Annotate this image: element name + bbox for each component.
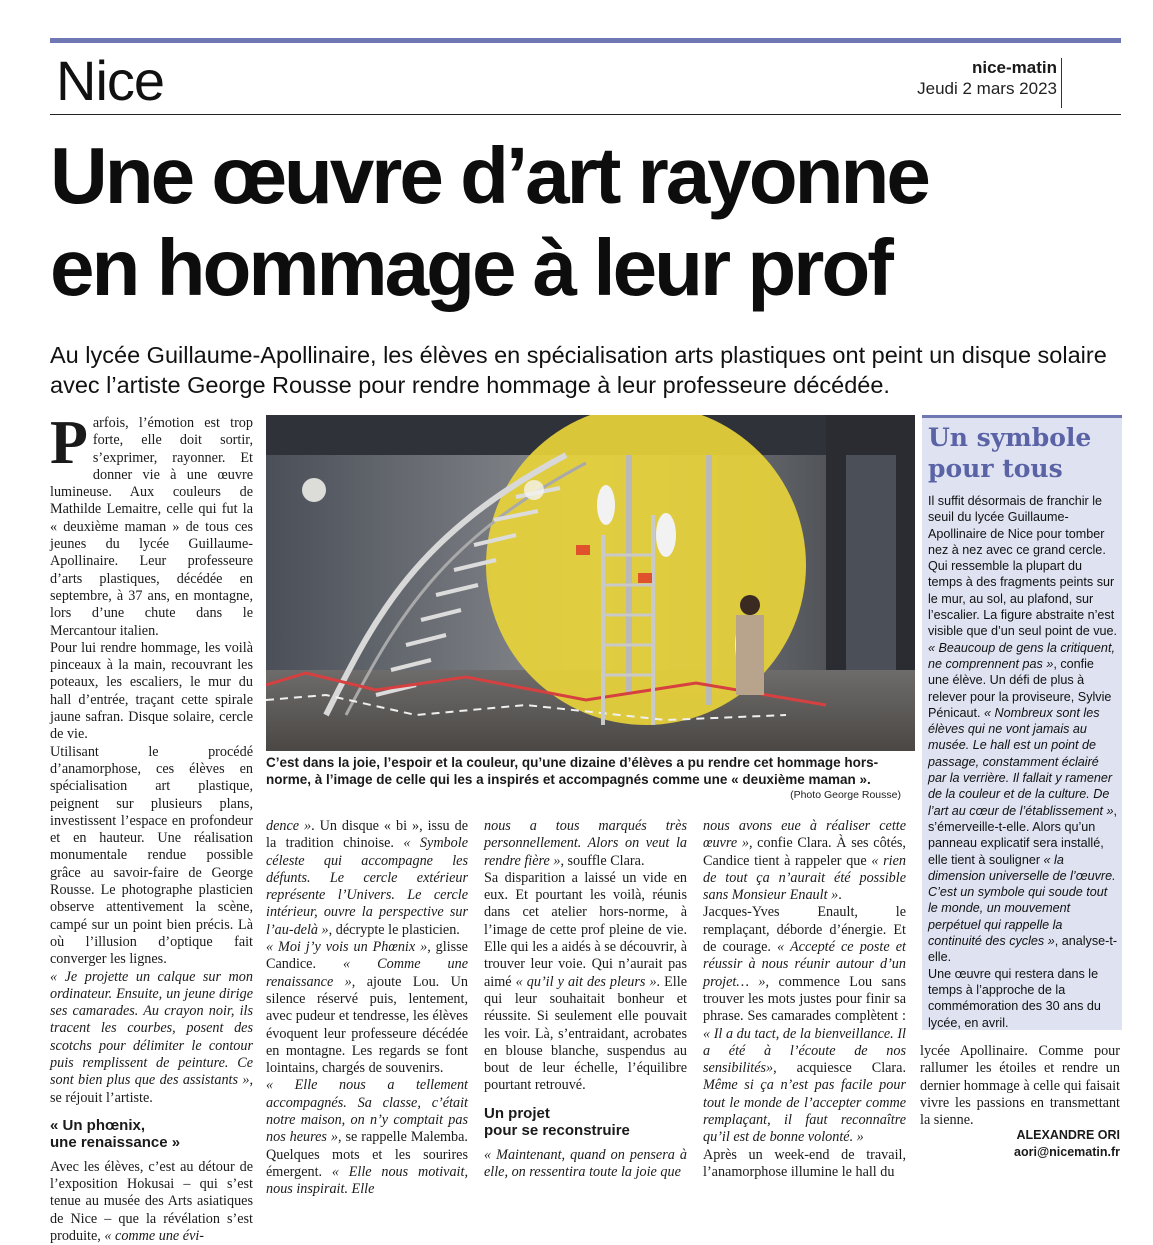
byline (918, 1127, 1120, 1161)
dropcap: P (50, 409, 88, 477)
top-rule (50, 38, 1121, 43)
paragraph: nous a tous marqués très personnellement. Alors on veut la rendre fière », souffle Clara. (484, 818, 687, 869)
headline-line-2: en hommage à leur prof (50, 223, 891, 312)
article-column-5 (920, 1043, 1120, 1129)
publication-date: Jeudi 2 mars 2023 (917, 79, 1057, 98)
subhead: Un projet pour se reconstruire (484, 1104, 630, 1139)
paragraph: Jacques-Yves Enault, le remplaçant, déborde d’énergie. Et de courage. « Accepté ce poste et réussir à nous réunir autour d’un projet… », commence Lou sans trouver les mots justes pour finir sa phrase. Ses camarades complètent : « Il a du tact, de la bienveillance. Il a été à l’écoute de nos sensibilités», acquiesce Clara. Même si ça n’est pas facile pour tout le monde de l’accepter comme remplaçant, il faut reconnaître qu’il est de bonne volonté. » (703, 904, 906, 1146)
paragraph: Avec les élèves, c’est au détour de l’exposition Hokusai – qui s’est tenue au musée des Arts asiatiques de Nice – que la révélation s’est produite, « comme une évi- (50, 1158, 253, 1245)
paragraph: Après un week-end de travail, l’anamorphose illumine le hall du (703, 1146, 906, 1180)
author-email: aori@nicematin.fr (1014, 1145, 1120, 1159)
paragraph: « Elle nous a tellement accompagnés. Sa classe, c’était notre maison, on n’y comptait pas nos heures », se rappelle Malemba. Quelques mots et les sourires émergent. « Elle nous motivait, nous inspirait. Elle (266, 1077, 468, 1198)
paragraph: Parfois, l’émotion est trop forte, elle doit sortir, s’exprimer, rayonner. Et donner vie à une œuvre lumineuse. Aux couleurs de Mathilde Lemaitre, celle qui fut la « deuxième maman » de tous ces jeunes du lycée Guillaume-Apollinaire. Leur professeure d’arts plastiques, décédée en septembre, à 37 ans, en montagne, lors d’une chute dans le Mercantour italien. (50, 409, 253, 639)
paragraph: dence ». Un disque « bi », issu de la tradition chinoise. « Symbole céleste qui accompagne les défunts. Le cercle extérieur représente l’Univers. Le cercle intérieur, ouvre la perspective sur l’au-delà », décrypte le plasticien. (266, 818, 468, 938)
section-title: Nice (56, 49, 165, 112)
paragraph: « Moi j’y vois un Phœnix », glisse Candice. « Comme une renaissance », ajoute Lou. Un silence réservé puis, lentement, avec pudeur et tendresse, les élèves évoquent leur professeure décédée en montagne. Les regards se font lointains, chargés de souvenirs. (266, 939, 468, 1077)
paragraph: nous avons eue à réaliser cette œuvre », confie Clara. À ses côtés, Candice tient à rappeler que « rien de tout ça n’aurait été possible sans Monsieur Enault ». (703, 818, 907, 904)
subhead: « Un phœnix, une renaissance » (50, 1116, 181, 1151)
paragraph: Une œuvre qui restera dans le temps à l’approche de la commémoration des 30 ans du lycée, en avril. (928, 966, 1101, 1030)
article-column-1 (50, 409, 253, 1245)
article-photo (266, 415, 915, 751)
paragraph: Sa disparition a laissé un vide en eux. Et pourtant les voilà, réunis dans cet atelier hors-norme, à l’image de cette prof pleine de vie. Elle qui les a aidés à se découvrir, à trouver leur voie. Qui n’aurait pas aimé « qu’il y ait des pleurs ». Elle qui leur souhaitait bonheur et réussite. Si seulement elle pouvait les voir. Là, s’entraidant, acrobates en blouse blanche, suspendus au bout de leur échelle, l’équilibre pourtant retrouvé. (484, 869, 687, 1094)
paragraph: « Je projette un calque sur mon ordinateur. Ensuite, un jeune dirige ses camarades. Au crayon noir, ils tracent les courbes, posent des scotchs pour délimiter le contour puis remplissent de peinture. Ce sont bien plus que des assistants », se réjouit l’artiste. (50, 968, 253, 1106)
article-column-2 (266, 818, 468, 1199)
paragraph: Utilisant le procédé d’anamorphose, ces élèves en spécialisation art plastique, peignent sur plusieurs plans, investissent l’espace en profondeur et en hauteur. Une réalisation monumentale rendue possible grâce au savoir-faire de George Rousse. Le photographe plasticien observe attentivement la scène, campé sur un point bien précis. Là où l’illusion d’optique fait converger les lignes. (50, 743, 253, 968)
paragraph: lycée Apollinaire. Comme pour rallumer les étoiles et rendre un dernier hommage à celle qui faisait vivre les passions en transmettant la sienne. (920, 1043, 1120, 1129)
headline (50, 130, 1130, 314)
sidebar-body (928, 493, 1118, 1031)
header-rule (50, 114, 1121, 115)
sidebar-title: Un symbole pour tous (928, 423, 1092, 483)
header-divider (1061, 58, 1062, 108)
headline-line-1: Une œuvre d’art rayonne (50, 131, 928, 220)
article-column-4 (703, 818, 906, 1181)
photo-credit: (Photo George Rousse) (790, 789, 901, 801)
photo-caption: C’est dans la joie, l’espoir et la couleur, qu’une dizaine d’élèves a pu rendre cet hommage hors-norme, à l’image de celle qui les a inspirés et accompagnés comme une « deuxième maman ». (266, 755, 879, 787)
article-column-3 (484, 818, 687, 1181)
standfirst: Au lycée Guillaume-Apollinaire, les élèves en spécialisation arts plastiques ont peint un disque solaire avec l’artiste George Rousse pour rendre hommage à leur professeure décédée. (50, 342, 1107, 398)
paragraph: « Maintenant, quand on pensera à elle, on ressentira toute la joie que (484, 1146, 687, 1181)
paragraph: Pour lui rendre hommage, les voilà pinceaux à la main, recouvrant les poteaux, les escaliers, le mur du hall d’entrée, traçant cette spirale jaune safran. Disque solaire, cercle de vie. (50, 639, 253, 743)
brand-name: nice-matin (971, 58, 1057, 77)
paragraph: Il suffit désormais de franchir le seuil du lycée Guillaume-Apollinaire de Nice pour tomber nez à nez avec ce grand cercle. Qui ressemble la plupart du temps à des fragments peints sur le mur, au sol, au plafond, sur l’escalier. La figure abstraite n’est visible que d’un seul point de vue. « Beaucoup de gens la critiquent, ne comprennent pas », confie une élève. Un défi de plus à relever pour la proviseure, Sylvie Pénicaut. « Nombreux sont les élèves qui ne vont jamais au musée. Le hall est un point de passage, constamment éclairé par la verrière. Il fallait y ramener de la couleur et de la culture. De l’art au cœur de l’établissement », s’émerveille-t-elle. Alors qu’un panneau explicatif sera installé, elle tient à souligner « la dimension universelle de l’œuvre. C’est un symbole qui soude tout le monde, un mouvement perpétuel qui rappelle la continuité des cycles », analyse-t-elle. (928, 494, 1118, 965)
author-name: ALEXANDRE ORI (1016, 1128, 1120, 1142)
